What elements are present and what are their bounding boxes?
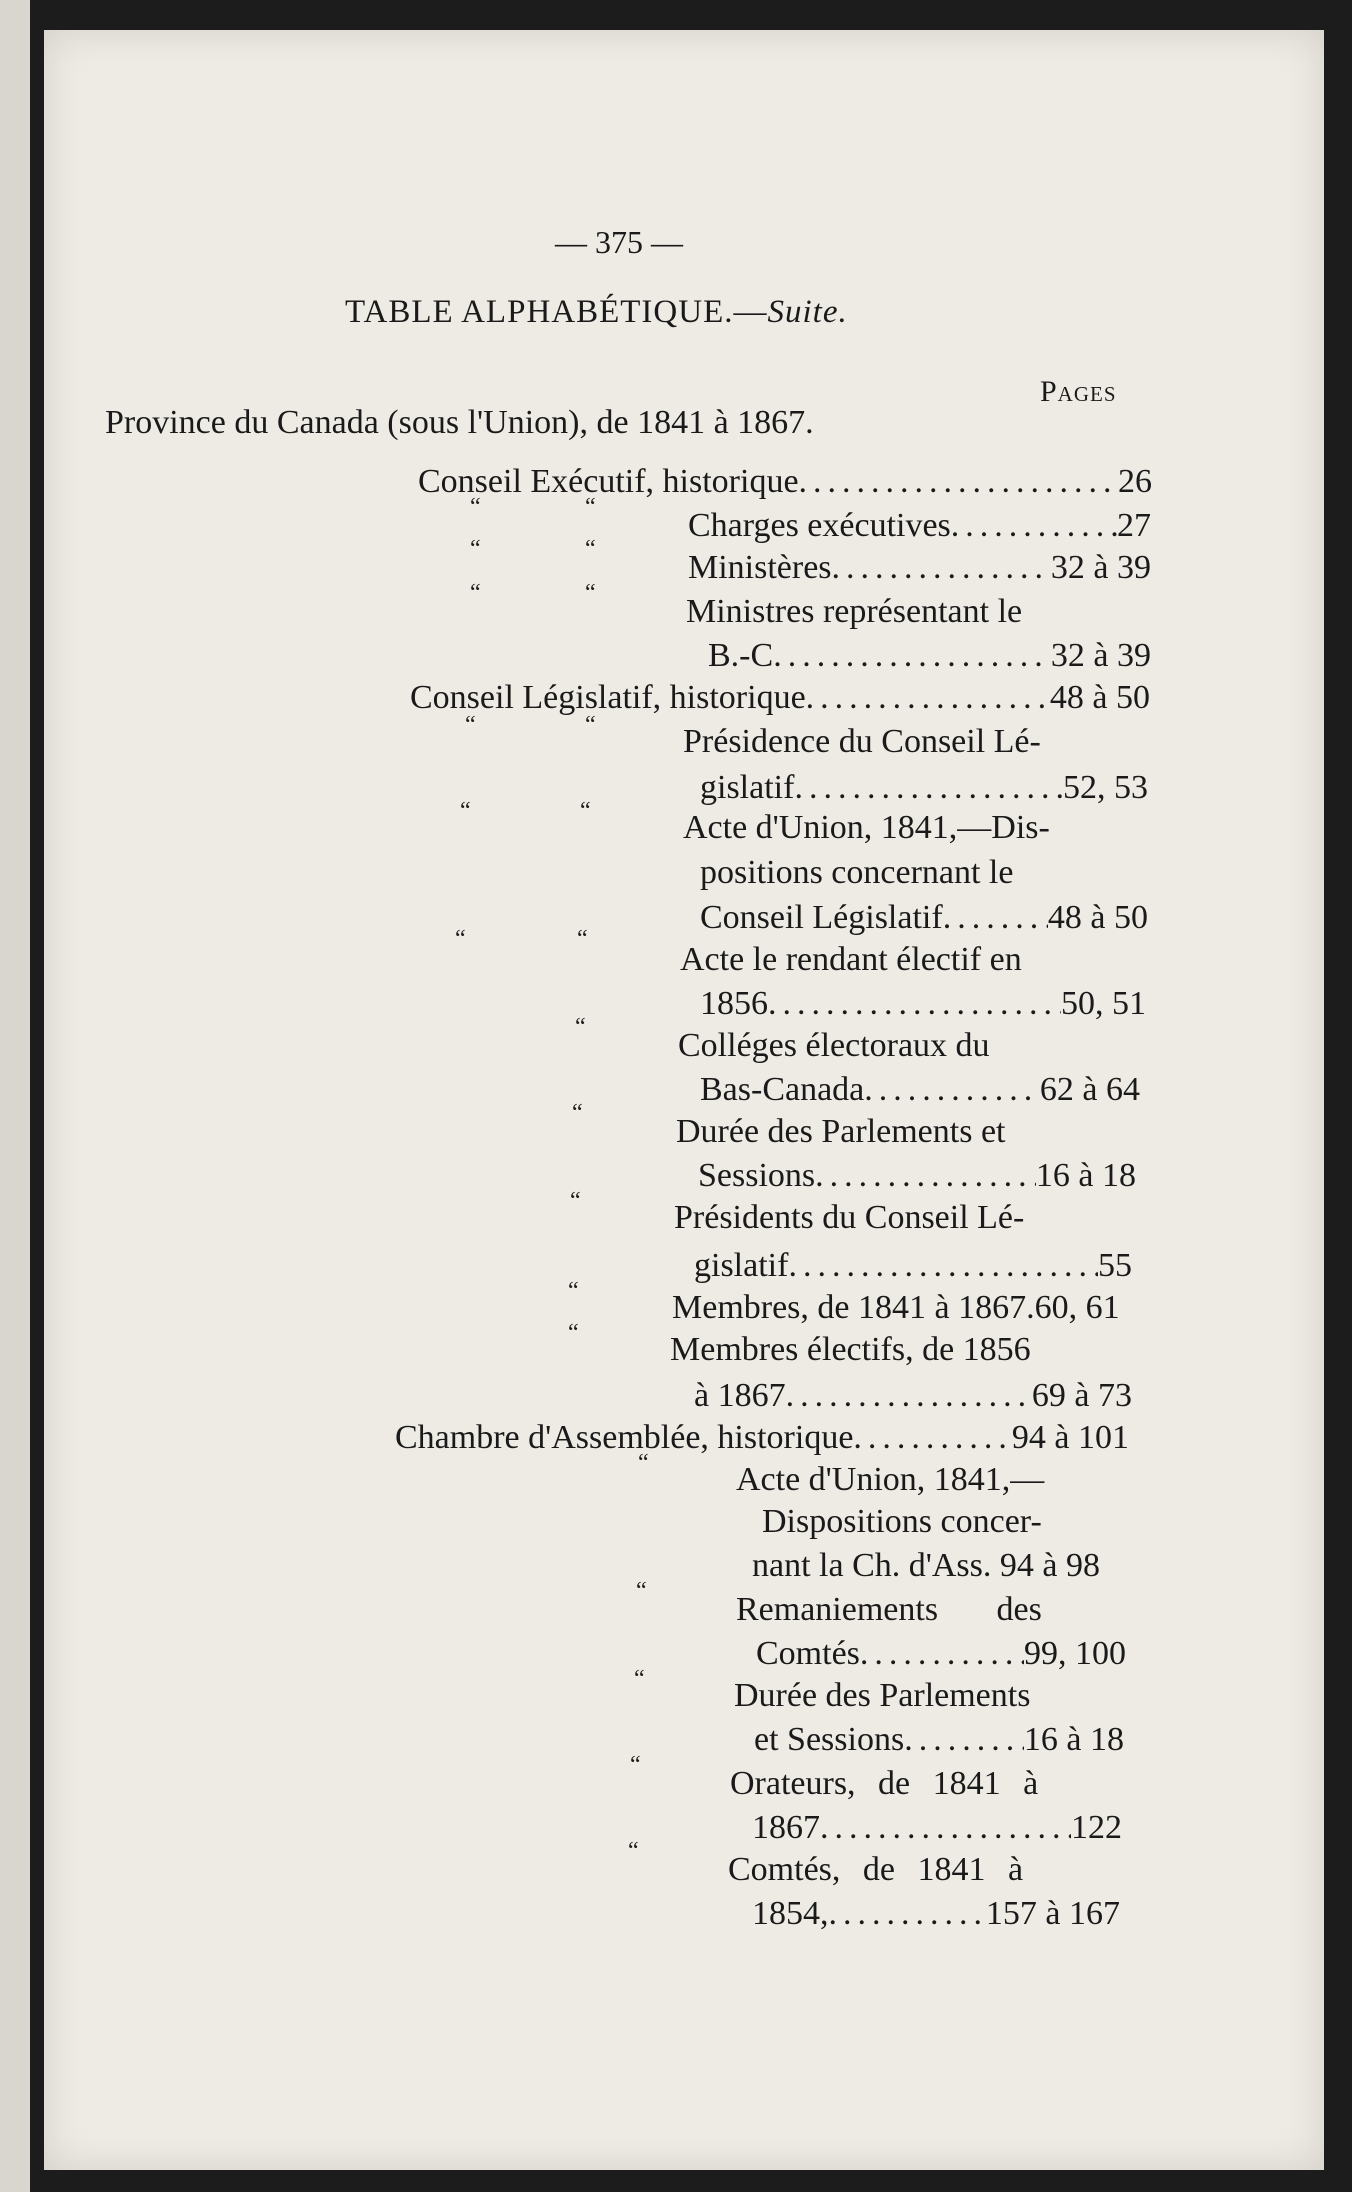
pages-header: Pages	[1040, 375, 1117, 408]
section-heading: Province du Canada (sous l'Union), de 1841 à 1867.	[105, 404, 814, 441]
ditto-mark: “	[568, 1278, 579, 1304]
entry-ce-ministeres: Ministères ..... 32 à 39	[688, 548, 1151, 588]
title-main: TABLE ALPHABÉTIQUE.—	[345, 294, 768, 330]
entry-ca-duree-line1: Durée des Parlements	[734, 1677, 1031, 1714]
entry-ca-acte-line2: Dispositions concer-	[762, 1503, 1042, 1540]
ditto-mark: “	[585, 536, 596, 562]
previous-page-edge	[0, 0, 30, 2192]
ditto-mark: “	[455, 926, 466, 952]
title-suite: Suite.	[767, 294, 848, 330]
entry-ca-orateurs-line2: 1867 ..... 122	[752, 1808, 1122, 1848]
ditto-mark: “	[575, 1014, 586, 1040]
ditto-mark: “	[568, 1320, 579, 1346]
ditto-mark: “	[580, 798, 591, 824]
ditto-mark: “	[585, 494, 596, 520]
entry-cl-duree-line1: Durée des Parlements et	[676, 1113, 1006, 1150]
entry-ca-remaniements-line2: Comtés ..... 99, 100	[756, 1634, 1126, 1674]
entry-cl-electifs-line1: Membres électifs, de 1856	[670, 1331, 1031, 1368]
entry-cl-rendant-line1: Acte le rendant électif en	[680, 941, 1022, 978]
entry-cl-colleges-line1: Colléges électoraux du	[678, 1027, 990, 1064]
entry-ca-orateurs-line1: Orateurs, de 1841 à	[730, 1765, 1039, 1802]
entry-cl-acte-line3: Conseil Législatif ..... 48 à 50	[700, 898, 1148, 938]
ditto-mark: “	[630, 1752, 641, 1778]
ditto-mark: “	[577, 926, 588, 952]
entry-cl-presidents-line2: gislatif ..... 55	[694, 1246, 1132, 1286]
entry-cl-presidents-line1: Présidents du Conseil Lé-	[674, 1199, 1025, 1236]
ditto-mark: “	[465, 712, 476, 738]
entry-ce-ministres-line1: Ministres représentant le	[686, 593, 1023, 630]
entry-cl-acte-line1: Acte d'Union, 1841,—Dis-	[683, 809, 1050, 846]
entry-ca-remaniements-line1: Remaniements des	[736, 1591, 1042, 1628]
ditto-mark: “	[470, 580, 481, 606]
entry-ca-acte-line3: nant la Ch. d'Ass. 94 à 98	[752, 1547, 1100, 1584]
entry-ce-historique: Conseil Exécutif, historique ..... 26	[418, 462, 1152, 502]
ditto-mark: “	[460, 798, 471, 824]
entry-ca-comtes-line1: Comtés, de 1841 à	[728, 1851, 1024, 1888]
entry-ca-comtes-line2: 1854, ..... 157 à 167	[752, 1894, 1120, 1934]
ditto-mark: “	[585, 580, 596, 606]
ditto-mark: “	[570, 1188, 581, 1214]
ditto-mark: “	[572, 1100, 583, 1126]
ditto-mark: “	[634, 1666, 645, 1692]
page-title	[345, 292, 848, 332]
entry-ca-duree-line2: et Sessions ..... 16 à 18	[754, 1720, 1124, 1760]
entry-cl-presidence-line1: Présidence du Conseil Lé-	[683, 723, 1041, 760]
entry-cl-rendant-line2: 1856 ..... 50, 51	[700, 984, 1146, 1024]
ditto-mark: “	[585, 712, 596, 738]
entry-cl-presidence-line2: gislatif ..... 52, 53	[700, 768, 1148, 808]
ditto-mark: “	[636, 1578, 647, 1604]
ditto-mark: “	[470, 536, 481, 562]
entry-cl-colleges-line2: Bas-Canada ..... 62 à 64	[700, 1070, 1140, 1110]
ditto-mark: “	[628, 1838, 639, 1864]
ditto-mark: “	[470, 494, 481, 520]
entry-cl-duree-line2: Sessions ..... 16 à 18	[698, 1156, 1136, 1196]
entry-ca-historique: Chambre d'Assemblée, historique ..... 94 à 101	[395, 1418, 1129, 1458]
entry-cl-historique: Conseil Législatif, historique ..... 48 à 50	[410, 678, 1150, 718]
entry-cl-membres: Membres, de 1841 à 1867.60, 61	[672, 1289, 1120, 1326]
entry-ce-ministres-line2: B.-C ..... 32 à 39	[708, 636, 1151, 676]
entry-cl-acte-line2: positions concernant le	[700, 854, 1014, 891]
entry-cl-electifs-line2: à 1867 ..... 69 à 73	[694, 1376, 1132, 1416]
page-number: — 375 —	[555, 224, 683, 260]
ditto-mark: “	[638, 1450, 649, 1476]
entry-ce-charges: Charges exécutives ..... 27	[688, 506, 1151, 546]
entry-ca-acte-line1: Acte d'Union, 1841,—	[736, 1461, 1045, 1498]
